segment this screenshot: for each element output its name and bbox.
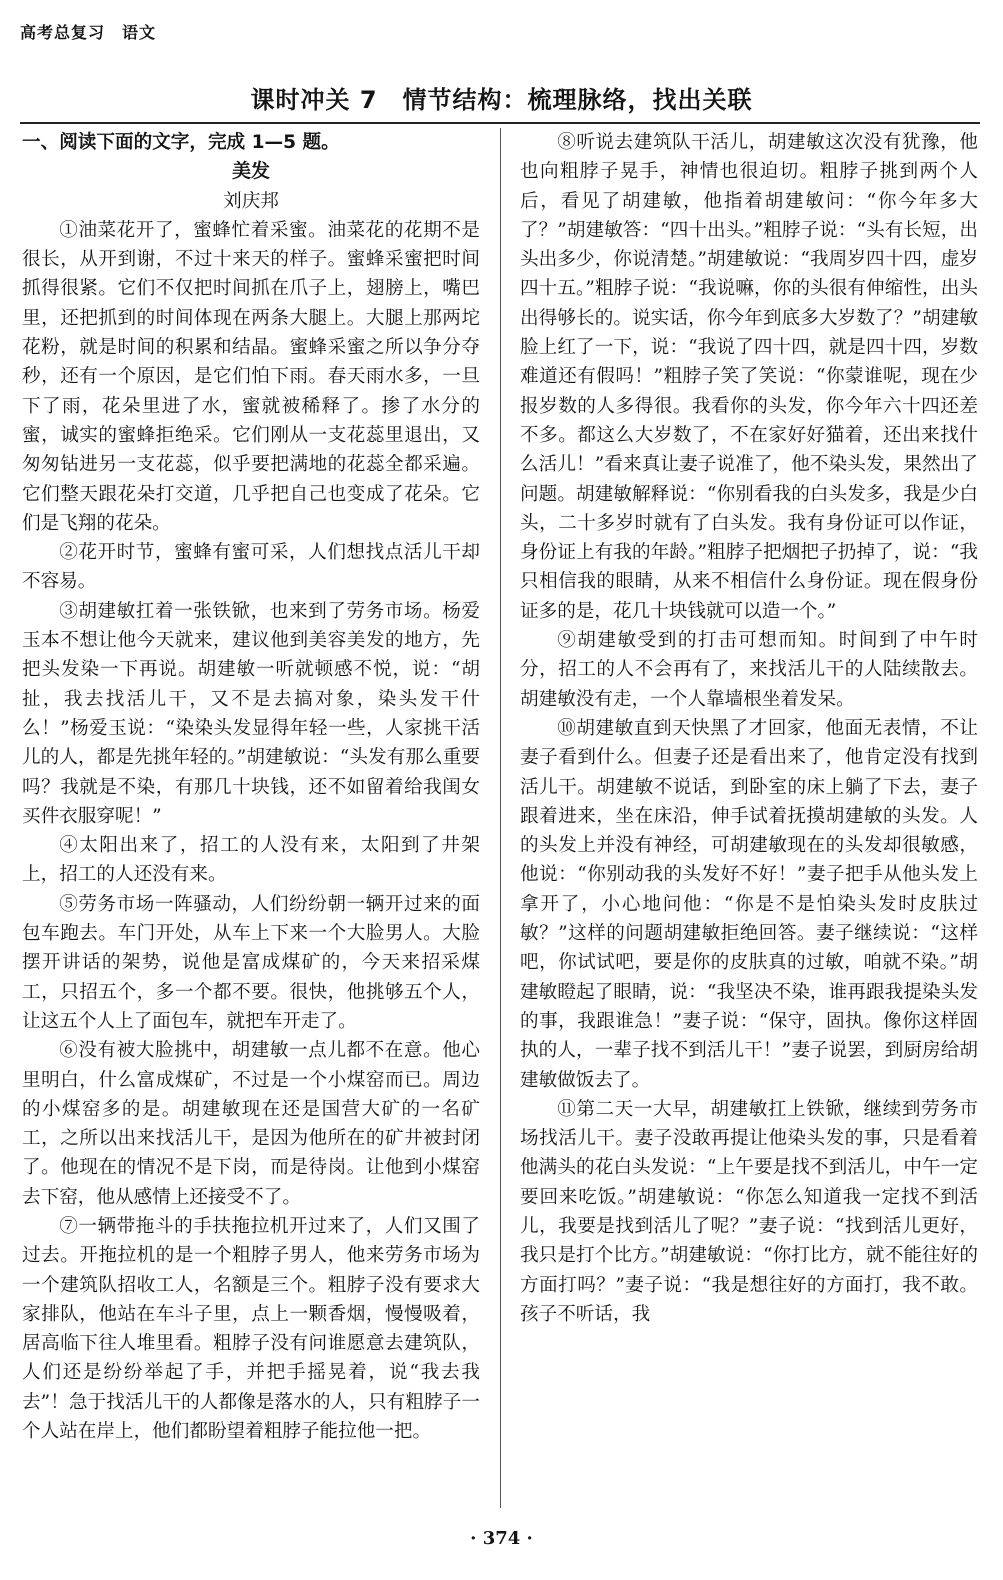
paragraph-8: ⑧听说去建筑队干活儿，胡建敏这次没有犹豫，他也向粗脖子晃手，神情也很迫切。粗脖子挑到两个人后，看见了胡建敏，他指着胡建敏问：“你今年多大了？”胡建敏答：“四十出头。”粗脖子说：“头有长短，出头出多少，你说清楚。”胡建敏说：“我周岁四十四，虚岁四十五。”粗脖子说：“我说嘛，你的头很有伸缩性，出头出得够长的。说实话，你今年到底多大岁数了？”胡建敏脸上红了一下，说：“我说了四十四，就是四十四，岁数难道还有假吗！”粗脖子笑了笑说：“你蒙谁呢，现在少报岁数的人多得很。我看你的头发，你今年六十四还差不多。都这么大岁数了，不在家好好猫着，还出来找什么活儿！”看来真让妻子说准了，他不染头发，果然出了问题。胡建敏解释说：“你别看我的白头发多，我是少白头，二十多岁时就有了白头发。我有身份证可以作证，身份证上有我的年龄。”粗脖子把烟把子扔掉了，说：“我只相信我的眼睛，从来不相信什么身份证。现在假身份证多的是，花几十块钱就可以造一个。” <box>520 132 978 622</box>
paragraph-2: ②花开时节，蜜蜂有蜜可采，人们想找点活儿干却不容易。 <box>22 542 480 593</box>
paragraph-6: ⑥没有被大脸挑中，胡建敏一点儿都不在意。他心里明白，什么富成煤矿，不过是一个小煤窑而已。周边的小煤窑多的是。胡建敏现在还是国营大矿的一名矿工，之所以出来找活儿干，是因为他所在的矿井被封闭了。他现在的情况不是下岗，而是待岗。让他到小煤窑去下窑，他从感情上还接受不了。 <box>22 1040 480 1208</box>
paragraph-5: ⑤劳务市场一阵骚动，人们纷纷朝一辆开过来的面包车跑去。车门开处，从车上下来一个大脸男人。大脸摆开讲话的架势，说他是富成煤矿的，今天来招采煤工，只招五个，多一个都不要。很快，他挑够五个人，让这五个人上了面包车，就把车开走了。 <box>22 893 480 1032</box>
paragraph-3: ③胡建敏扛着一张铁锨，也来到了劳务市场。杨爱玉本不想让他今天就来，建议他到美容美发的地方，先把头发染一下再说。胡建敏一听就顿感不悦，说：“胡扯，我去找活儿干，又不是去搞对象，染头发干什么！”杨爱玉说：“染染头发显得年轻一些，人家挑干活儿的人，都是先挑年轻的。”胡建敏说：“头发有那么重要吗？我就是不染，有那几十块钱，还不如留着给我闺女买件衣服穿呢！” <box>22 600 480 827</box>
section-heading: 一、阅读下面的文字，完成 1—5 题。 <box>22 132 340 153</box>
lesson-title: 课时冲关 7 情节结构：梳理脉络，找出关联 <box>250 86 753 114</box>
paragraph-11: ⑪第二天一大早，胡建敏扛上铁锨，继续到劳务市场找活儿干。妻子没敢再提让他染头发的事，只是看着他满头的花白头发说：“上午要是找不到活儿，中午一定要回来吃饭。”胡建敏说：“你怎么知道我一定找不到活儿，我要是找到活儿了呢？”妻子说：“找到活儿更好，我只是打个比方。”胡建敏说：“你打比方，就不能往好的方面打吗？”妻子说：“我是想往好的方面打，我不敢。孩子不听话，我 <box>520 1098 978 1325</box>
left-column <box>22 128 480 1516</box>
story-title: 美发 <box>231 160 270 183</box>
running-header: 高考总复习 语文 <box>20 23 157 42</box>
story-author: 刘庆邦 <box>223 190 279 212</box>
paragraph-10: ⑩胡建敏直到天快黑了才回家，他面无表情，不让妻子看到什么。但妻子还是看出来了，他肯定没有找到活儿干。胡建敏不说话，到卧室的床上躺了下去，妻子跟着进来，坐在床沿，伸手试着抚摸胡建敏的头发。人的头发上并没有神经，可胡建敏现在的头发却很敏感，他说：“你别动我的头发好不好！”妻子把手从他头发上拿开了，小心地问他：“你是不是怕染头发时皮肤过敏？”这样的问题胡建敏拒绝回答。妻子继续说：“这样吧，你试试吧，要是你的皮肤真的过敏，咱就不染。”胡建敏瞪起了眼睛，说：“我坚决不染，谁再跟我提染头发的事，我跟谁急！”妻子说：“保守，固执。像你这样固执的人，一辈子找不到活儿干！”妻子说罢，到厨房给胡建敏做饭去了。 <box>520 717 978 1091</box>
paragraph-4: ④太阳出来了，招工的人没有来，太阳到了井架上，招工的人还没有来。 <box>22 835 480 886</box>
header-rule <box>20 122 980 124</box>
page-number: · 374 · <box>470 1528 533 1549</box>
right-column <box>520 128 978 1516</box>
paragraph-1: ①油菜花开了，蜜蜂忙着采蜜。油菜花的花期不是很长，从开到谢，不过十来天的样子。蜜蜂采蜜把时间抓得很紧。它们不仅把时间抓在爪子上，翅膀上，嘴巴里，还把抓到的时间体现在两条大腿上。大腿上那两坨花粉，就是时间的积累和结晶。蜜蜂采蜜之所以争分夺秒，还有一个原因，是它们怕下雨。春天雨水多，一旦下了雨，花朵里进了水，蜜就被稀释了。掺了水分的蜜，诚实的蜜蜂拒绝采。它们刚从一支花蕊里退出，又匆匆钻进另一支花蕊，似乎要把满地的花蕊全都采遍。它们整天跟花朵打交道，几乎把自己也变成了花朵。它们是飞翔的花朵。 <box>22 219 480 534</box>
paragraph-9: ⑨胡建敏受到的打击可想而知。时间到了中午时分，招工的人不会再有了，来找活儿干的人陆续散去。胡建敏没有走，一个人靠墙根坐着发呆。 <box>520 630 978 710</box>
paragraph-7: ⑦一辆带拖斗的手扶拖拉机开过来了，人们又围了过去。开拖拉机的是一个粗脖子男人，他来劳务市场为一个建筑队招收工人，名额是三个。粗脖子没有要求大家排队，他站在车斗子里，点上一颗香烟，慢慢吸着，居高临下往人堆里看。粗脖子没有问谁愿意去建筑队，人们还是纷纷举起了手，并把手摇晃着，说“我去我去”！急于找活儿干的人都像是落水的人，只有粗脖子一个人站在岸上，他们都盼望着粗脖子能拉他一把。 <box>22 1215 480 1443</box>
column-divider <box>500 128 501 1508</box>
